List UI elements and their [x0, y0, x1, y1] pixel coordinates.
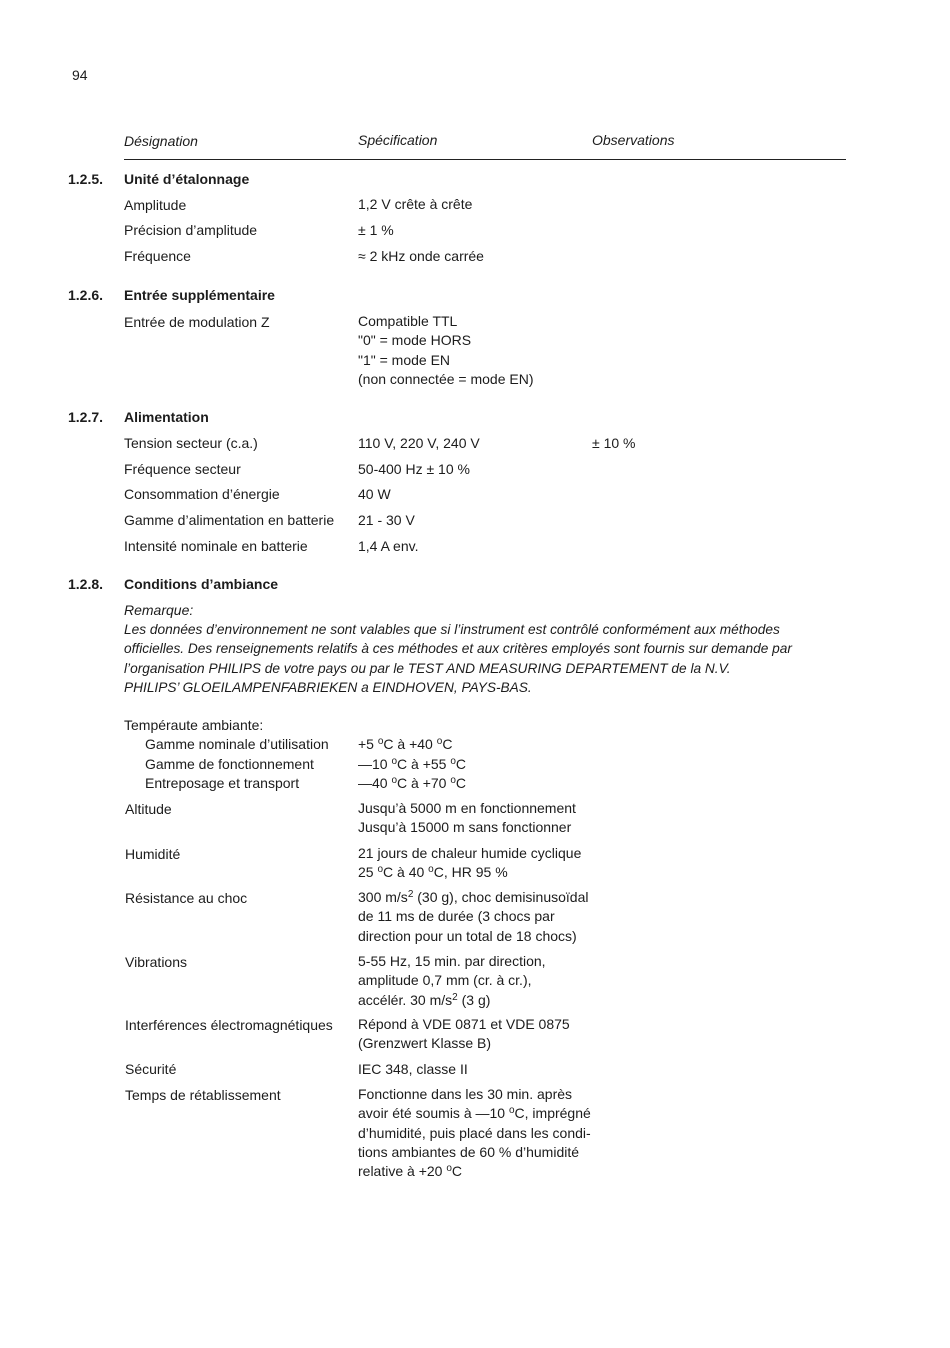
row-spec: 50-400 Hz ± 10 %	[358, 461, 470, 477]
remark-label: Remarque:	[124, 602, 194, 618]
spec-line: "0" = mode HORS	[358, 332, 472, 349]
row-label: Vibrations	[125, 954, 188, 970]
section-number-127: 1.2.7.	[68, 409, 104, 425]
spec-line: 5-55 Hz, 15 min. par direction,	[358, 953, 546, 969]
row-spec	[358, 755, 466, 774]
remark-line: Les données d’environnement ne sont valables que si l’instrument est contrôlé conformément aux méthodes	[124, 622, 780, 637]
spec-line	[358, 1162, 591, 1181]
degree-sign: o	[446, 1163, 452, 1175]
spec-part: (30 g), choc demisinusoïdal	[413, 889, 589, 905]
spec-line: d’humidité, puis placé dans les condi-	[358, 1124, 591, 1141]
row-spec-block	[358, 1015, 570, 1054]
page-number: 94	[72, 67, 88, 83]
row-label: Consommation d’énergie	[124, 486, 280, 502]
spec-line: Compatible TTL	[358, 313, 458, 329]
row-label: Interférences électromagnétiques	[125, 1017, 333, 1033]
row-spec: ≈ 2 kHz onde carrée	[358, 248, 484, 264]
row-label: Résistance au choc	[125, 890, 248, 906]
degree-sign: o	[377, 736, 384, 747]
row-spec: 40 W	[358, 486, 391, 502]
degree-sign: o	[377, 864, 384, 876]
spec-part: (3 g)	[457, 991, 491, 1008]
spec-part: C à +55	[397, 756, 451, 772]
spec-line: tions ambiantes de 60 % d’humidité	[358, 1143, 580, 1160]
spec-part: —10	[358, 756, 392, 772]
spec-line: (non connectée = mode EN)	[358, 370, 534, 387]
spec-part: C à 40	[383, 864, 429, 881]
remark-paragraph	[124, 620, 839, 697]
section-number-125: 1.2.5.	[68, 171, 104, 187]
spec-line: amplitude 0,7 mm (cr. à cr.),	[358, 972, 532, 989]
spec-line: Jusqu’à 5000 m en fonctionnement	[358, 800, 576, 816]
row-label: Intensité nominale en batterie	[124, 538, 308, 554]
degree-sign: o	[428, 864, 434, 876]
row-spec-block	[358, 844, 581, 883]
spec-part: relative à +20	[358, 1163, 447, 1180]
spec-line: 21 jours de chaleur humide cyclique	[358, 845, 582, 861]
row-spec-block	[358, 312, 534, 389]
row-spec: 21 - 30 V	[358, 512, 415, 528]
remark-line: PHILIPS’ GLOEILAMPENFABRIEKEN a EINDHOVEN, PAYS-BAS.	[124, 679, 532, 695]
row-spec: 1,2 V crête à crête	[358, 196, 473, 212]
section-title-128: Conditions d’ambiance	[124, 576, 279, 592]
row-spec: 110 V, 220 V, 240 V	[358, 435, 480, 451]
row-label: Temps de rétablissement	[125, 1087, 281, 1103]
row-label: Gamme d’alimentation en batterie	[124, 512, 335, 528]
spec-part: C	[455, 775, 467, 791]
spec-part: 25	[358, 864, 378, 881]
row-spec-block	[358, 888, 588, 946]
row-spec-block	[358, 1085, 591, 1181]
spec-part: accélér. 30 m/s	[358, 991, 453, 1008]
row-label: Fréquence	[124, 248, 191, 264]
remark-line: l’organisation PHILIPS de votre pays ou par le TEST AND MEASURING DEPARTEMENT de la N.V.	[124, 660, 731, 676]
spec-part: C à +70	[397, 775, 451, 791]
degree-sign: o	[391, 756, 398, 767]
row-label: Amplitude	[124, 197, 187, 213]
row-spec: IEC 348, classe II	[358, 1061, 468, 1077]
spec-part: 300 m/s	[358, 889, 408, 905]
spec-line: (Grenzwert Klasse B)	[358, 1035, 492, 1052]
degree-sign: o	[450, 775, 456, 786]
row-label: Sécurité	[125, 1061, 177, 1077]
header-designation: Désignation	[124, 133, 198, 149]
row-spec: ± 1 %	[358, 222, 394, 238]
degree-sign: o	[436, 736, 443, 747]
spec-part: C à +40	[383, 736, 437, 752]
spec-line	[358, 888, 588, 907]
row-spec: 1,4 A env.	[358, 538, 419, 554]
section-title-127: Alimentation	[124, 409, 209, 425]
header-observations: Observations	[592, 132, 675, 148]
row-label: Entrée de modulation Z	[124, 314, 270, 330]
spec-part: C	[451, 1163, 463, 1180]
degree-sign: o	[508, 1105, 515, 1117]
degree-sign: o	[450, 756, 456, 767]
row-spec-block	[358, 952, 546, 1010]
superscript: 2	[452, 991, 458, 1003]
spec-part: avoir été soumis à —10	[358, 1105, 509, 1122]
row-label: Tension secteur (c.a.)	[124, 435, 258, 451]
spec-line: Fonctionne dans les 30 min. après	[358, 1086, 573, 1102]
spec-line	[358, 991, 546, 1010]
row-label: Gamme nominale d’utilisation	[145, 736, 329, 752]
section-title-126: Entrée supplémentaire	[124, 287, 275, 303]
temperature-label: Tempéraute ambiante:	[124, 717, 264, 733]
row-label: Gamme de fonctionnement	[145, 756, 314, 772]
spec-line	[358, 1104, 591, 1123]
section-title-125: Unité d’étalonnage	[124, 171, 250, 187]
spec-part: C	[442, 736, 453, 752]
row-label: Fréquence secteur	[124, 461, 241, 477]
spec-part: +5	[358, 736, 378, 752]
row-label: Entreposage et transport	[145, 775, 300, 791]
spec-part: C	[455, 756, 467, 772]
spec-line: de 11 ms de durée (3 chocs par	[358, 908, 555, 925]
row-spec	[358, 735, 452, 754]
section-number-128: 1.2.8.	[68, 576, 104, 592]
spec-line: "1" = mode EN	[358, 351, 451, 368]
row-observation: ± 10 %	[592, 435, 636, 451]
row-spec-block	[358, 799, 576, 838]
row-spec	[358, 774, 466, 793]
degree-sign: o	[391, 775, 398, 786]
spec-line	[358, 863, 581, 882]
spec-line: Répond à VDE 0871 et VDE 0875	[358, 1016, 570, 1032]
header-specification: Spécification	[358, 132, 438, 148]
spec-part: C, imprégné	[514, 1105, 591, 1122]
spec-line: Jusqu’à 15000 m sans fonctionner	[358, 819, 572, 836]
spec-line: direction pour un total de 18 chocs)	[358, 927, 577, 944]
section-number-126: 1.2.6.	[68, 287, 104, 303]
superscript: 2	[407, 889, 414, 900]
spec-part: C, HR 95 %	[433, 864, 508, 881]
header-rule	[124, 159, 846, 160]
row-label: Altitude	[125, 801, 172, 817]
row-label: Humidité	[125, 846, 181, 862]
remark-line: officielles. Des renseignements relatifs à ces méthodes et aux critères employés sont fournis sur demande par	[124, 641, 792, 657]
row-label: Précision d’amplitude	[124, 222, 258, 238]
spec-part: —40	[358, 775, 392, 791]
